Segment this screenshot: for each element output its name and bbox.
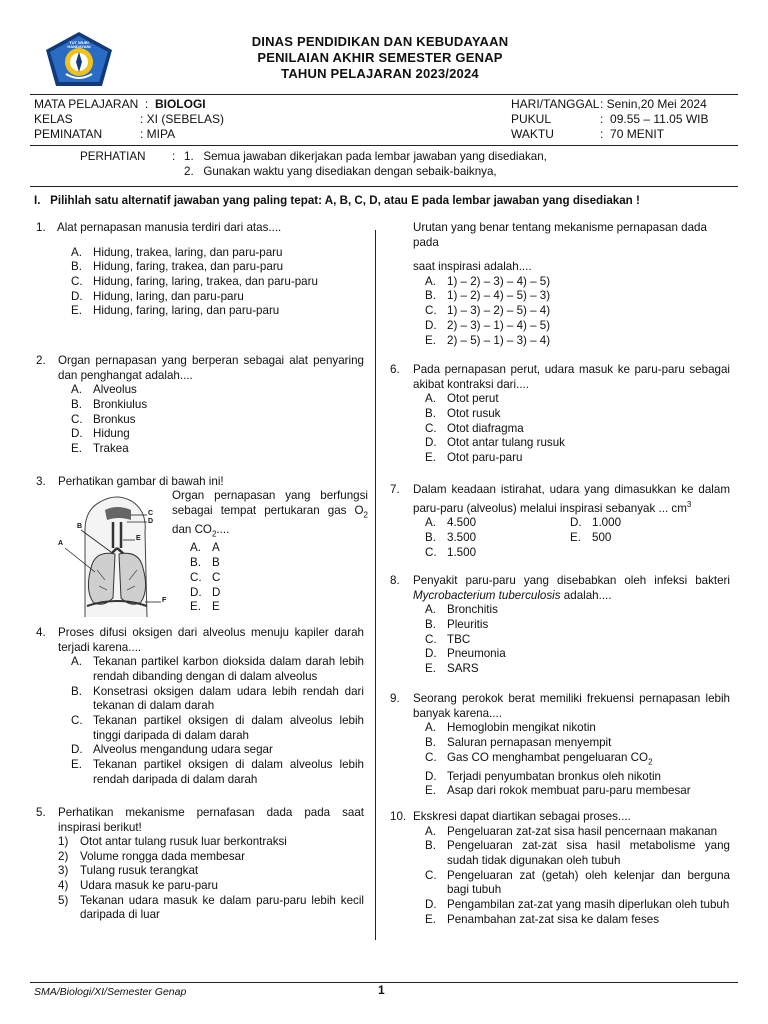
option-letter: A. [425, 392, 436, 406]
question-text-part: adalah.... [563, 588, 612, 602]
option-text: Otot rusuk [447, 406, 501, 420]
option-letter: B. [425, 531, 436, 545]
option-e[interactable] [71, 442, 364, 457]
option-a[interactable] [425, 275, 731, 290]
option-c[interactable] [425, 546, 476, 561]
header-line-1: DINAS PENDIDIKAN DAN KEBUDAYAAN [251, 34, 509, 49]
info-colon: : [141, 97, 152, 111]
steps-list [36, 835, 364, 923]
option-letter: E. [425, 912, 436, 926]
option-b[interactable] [425, 531, 476, 546]
question-text-italic: Mycrobacterium tuberculosis [413, 588, 561, 602]
option-a[interactable] [71, 383, 364, 398]
question-1 [36, 221, 366, 319]
option-text: Gas CO menghambat pengeluaran CO [447, 750, 649, 764]
option-letter: B. [71, 397, 82, 411]
option-a[interactable] [71, 246, 366, 261]
info-subject [34, 97, 206, 112]
option-letter: A. [425, 721, 436, 735]
options-list [36, 655, 364, 787]
option-text: Pengeluaran zat-zat sisa hasil pencernaan makanan [447, 824, 718, 838]
option-text: Pneumonia [447, 647, 506, 661]
info-day-value: Senin,20 Mei 2024 [606, 97, 707, 111]
option-text: Otot diafragma [447, 421, 524, 435]
option-text: 1.000 [592, 516, 622, 530]
option-text: Bronkiulus [93, 397, 148, 411]
section-num: I. [34, 194, 41, 207]
option-letter: C. [71, 412, 83, 426]
question-text-part: .... [216, 522, 230, 536]
superscript: 3 [686, 499, 692, 509]
option-letter: E. [190, 600, 201, 614]
info-colon: : [140, 127, 147, 141]
info-colon: : [600, 97, 607, 111]
question-text-part: Penyakit paru-paru yang disebabkan oleh infeksi bakteri [413, 574, 730, 587]
step-text: Otot antar tulang rusuk luar berkontraksi [80, 835, 287, 849]
option-a[interactable] [71, 655, 364, 684]
options-list [172, 541, 368, 615]
option-letter: D. [425, 318, 437, 332]
option-text: Tekanan partikel oksigen di dalam alveolus lebih tinggi daripada di dalam darah [93, 714, 364, 742]
option-e[interactable] [425, 334, 731, 349]
option-d[interactable] [71, 743, 364, 758]
option-text: Otot antar tulang rusuk [447, 436, 565, 450]
question-2 [36, 354, 364, 457]
step-5 [58, 894, 364, 923]
step-num: 5) [58, 893, 69, 907]
question-number: 9. [390, 692, 400, 705]
option-b[interactable] [71, 398, 364, 413]
step-num: 1) [58, 835, 69, 849]
option-text: Hidung, faring, trakea, dan paru-paru [93, 260, 284, 274]
option-text: Bronchitis [447, 603, 498, 617]
option-text: Otot perut [447, 392, 499, 406]
option-text: TBC [447, 632, 471, 646]
option-letter: E. [425, 662, 436, 675]
option-letter: B. [71, 684, 82, 698]
option-text: 1.500 [447, 546, 477, 560]
option-d[interactable] [425, 647, 730, 662]
option-letter: C. [190, 570, 202, 584]
question-text [172, 489, 368, 541]
notice-divider [30, 186, 738, 187]
option-letter: D. [425, 436, 437, 450]
option-text: 4.500 [447, 516, 477, 530]
option-letter: E. [570, 531, 581, 545]
option-a[interactable] [190, 541, 368, 556]
option-letter: B. [71, 260, 82, 274]
option-text: Pengambilan zat-zat yang masih diperlukan oleh tubuh [447, 898, 730, 912]
option-text: Otot paru-paru [447, 451, 523, 464]
step-text: Tulang rusuk terangkat [80, 864, 199, 878]
option-e[interactable] [425, 662, 730, 677]
option-d[interactable] [190, 586, 368, 601]
info-class-label: KELAS [34, 112, 73, 126]
option-text: 3.500 [447, 531, 477, 545]
option-text: Hidung, faring, laring, dan paru-paru [93, 304, 280, 318]
option-letter: D. [71, 289, 83, 303]
option-letter: D. [190, 585, 202, 599]
option-letter: D. [71, 427, 83, 441]
notice-item-1-text: Semua jawaban dikerjakan pada lembar jawaban yang disediakan, [203, 150, 547, 163]
option-letter: E. [71, 304, 82, 318]
notice-colon: : [172, 150, 176, 163]
option-b[interactable] [425, 289, 731, 304]
footer-text: SMA/Biologi/XI/Semester Genap [34, 986, 187, 998]
option-letter: C. [425, 421, 437, 435]
info-major-value: MIPA [146, 127, 176, 141]
info-subject-label: MATA PELAJARAN [34, 97, 139, 111]
question-text: Alat pernapasan manusia terdiri dari atas.... [57, 221, 282, 234]
option-text: Asap dari rokok membuat paru-paru membesar [447, 784, 691, 798]
info-colon: : [140, 112, 147, 126]
option-text: Hidung [93, 427, 130, 441]
option-e[interactable] [71, 304, 366, 319]
figure-label-a: A [58, 540, 64, 547]
step-text: Udara masuk ke paru-paru [80, 878, 218, 892]
option-text: 2) – 3) – 1) – 4) – 5) [447, 318, 551, 332]
option-letter: A. [425, 274, 436, 288]
question-text: Pada pernapasan perut, udara masuk ke paru-paru sebagai akibat kontraksi dari.... [413, 363, 730, 391]
option-text: Penambahan zat-zat sisa ke dalam feses [447, 912, 660, 926]
option-d[interactable] [570, 516, 621, 531]
notice-item-1 [184, 150, 547, 163]
info-class-value: XI (SEBELAS) [146, 112, 225, 126]
question-text: Perhatikan gambar di bawah ini! [58, 475, 224, 488]
question-text: Perhatikan mekanisme pernafasan dada pada saat inspirasi berikut! [58, 806, 364, 834]
page-number: 1 [378, 983, 385, 997]
option-a[interactable] [425, 392, 730, 407]
question-8 [390, 574, 730, 677]
info-major-value-wrap [140, 127, 175, 142]
info-duration-value-wrap [600, 127, 664, 142]
options-list [36, 383, 364, 457]
question-number: 8. [390, 574, 400, 587]
question-text: Ekskresi dapat diartikan sebagai proses.... [413, 810, 631, 823]
option-text: Bronkus [93, 412, 136, 426]
figure-label-c: C [148, 510, 154, 517]
option-letter: A. [71, 383, 82, 397]
respiratory-figure [55, 490, 175, 618]
info-colon: : [600, 112, 611, 126]
info-colon: : [600, 127, 611, 141]
notice-item-2-num: 2. [184, 165, 194, 178]
info-major-label: PEMINATAN [34, 127, 103, 141]
option-d[interactable] [425, 319, 731, 334]
notice-item-2 [184, 165, 497, 178]
option-c[interactable] [71, 413, 364, 428]
info-day-value-wrap [600, 97, 707, 112]
option-d[interactable] [71, 290, 366, 305]
info-class-value-wrap [140, 112, 224, 127]
option-text: Alveolus mengandung udara segar [93, 743, 273, 757]
step-text: Volume rongga dada membesar [80, 849, 245, 863]
option-c[interactable] [425, 633, 730, 648]
options-list [390, 392, 730, 466]
option-letter: B. [425, 617, 436, 631]
question-text: saat inspirasi adalah.... [413, 260, 532, 274]
question-6 [390, 363, 730, 466]
option-text: 1) – 2) – 3) – 4) – 5) [447, 274, 551, 288]
info-day-label: HARI/TANGGAL [511, 97, 600, 111]
step-num: 3) [58, 864, 69, 878]
option-a[interactable] [425, 516, 476, 531]
option-letter: B. [425, 839, 436, 853]
option-letter: D. [71, 743, 83, 757]
option-b[interactable] [190, 556, 368, 571]
option-text: B [212, 556, 220, 570]
question-text: Proses difusi oksigen dari alveolus menuju kapiler darah terjadi karena.... [58, 626, 364, 654]
info-subject-value: BIOLOGI [154, 97, 206, 111]
option-text: Alveolus [93, 383, 137, 397]
question-number: 10. [390, 810, 407, 823]
option-e[interactable] [425, 913, 730, 928]
question-4 [36, 626, 364, 788]
step-4 [58, 879, 364, 894]
notice-label: PERHATIAN [80, 150, 146, 163]
header-line-3: TAHUN PELAJARAN 2023/2024 [281, 66, 479, 81]
option-text: Trakea [93, 442, 129, 455]
option-b[interactable] [71, 260, 366, 275]
section-text: Pilihlah satu alternatif jawaban yang paling tepat: A, B, C, D, atau E pada lembar jawaban yang disediakan ! [50, 194, 640, 207]
option-text: SARS [447, 662, 479, 675]
option-d[interactable] [425, 436, 730, 451]
figure-label-e: E [136, 535, 141, 542]
option-text: Hidung, laring, dan paru-paru [93, 289, 244, 303]
option-letter: C. [425, 304, 437, 318]
question-5-continued [413, 221, 731, 348]
subscript: 2 [648, 756, 653, 766]
step-1 [58, 835, 364, 850]
options-list [36, 246, 366, 320]
question-5 [36, 806, 364, 923]
option-text: Tekanan partikel karbon dioksida dalam darah lebih rendah dibanding dengan di dalam alveolus [93, 655, 364, 683]
option-text: Pleuritis [447, 617, 489, 631]
question-number: 7. [390, 483, 400, 496]
question-text: Organ pernapasan yang berperan sebagai alat penyaring dan penghangat adalah.... [58, 354, 364, 382]
option-text: Saluran pernapasan menyempit [447, 735, 612, 749]
option-letter: E. [425, 333, 436, 347]
option-text: 500 [592, 531, 612, 545]
option-letter: B. [425, 735, 436, 749]
question-10 [390, 810, 730, 928]
options-list [413, 275, 731, 349]
option-letter: D. [570, 516, 582, 530]
question-text-part: Dalam keadaan istirahat, udara yang dimasukkan ke dalam paru-paru (alveolus) melalui inspirasi sebanyak ... cm [413, 483, 730, 515]
option-letter: E. [71, 442, 82, 455]
option-c[interactable] [190, 571, 368, 586]
option-letter: C. [425, 632, 437, 646]
option-letter: A. [71, 245, 82, 259]
figure-label-f: F [162, 597, 167, 604]
options-grid [390, 516, 730, 562]
option-text: Hemoglobin mengikat nikotin [447, 721, 596, 735]
question-9 [390, 692, 730, 799]
subscript: 2 [211, 528, 217, 538]
option-c[interactable] [425, 304, 731, 319]
notice-item-1-num: 1. [184, 150, 194, 163]
step-2 [58, 850, 364, 865]
question-text-part: Organ pernapasan yang berfungsi sebagai tempat pertukaran gas O [172, 489, 368, 517]
option-letter: C. [425, 868, 437, 882]
question-number: 2. [36, 354, 46, 367]
option-letter: E. [425, 451, 436, 464]
question-7 [390, 483, 730, 562]
option-c[interactable] [425, 422, 730, 437]
option-b[interactable] [425, 839, 730, 868]
option-a[interactable] [425, 721, 730, 736]
info-major [34, 127, 102, 142]
question-number: 1. [36, 221, 46, 234]
question-text: Seorang perokok berat memiliki frekuensi pernapasan lebih banyak karena.... [413, 692, 730, 720]
info-duration-label: WAKTU [511, 127, 554, 141]
option-text: A [212, 541, 220, 555]
question-number: 3. [36, 475, 46, 488]
option-b[interactable] [425, 736, 730, 751]
question-text-part: dan CO [172, 522, 212, 536]
option-text: D [212, 585, 221, 599]
option-letter: B. [425, 289, 436, 303]
option-letter: A. [71, 655, 82, 669]
option-letter: E. [425, 784, 436, 798]
header-line-2: PENILAIAN AKHIR SEMESTER GENAP [257, 50, 503, 65]
logo-text: TUT WURI HANDAYANI [67, 40, 91, 49]
option-text: Pengeluaran zat (getah) oleh kelenjar dan berguna bagi tubuh [447, 868, 730, 897]
option-b[interactable] [71, 685, 364, 714]
header-divider-top [30, 94, 738, 95]
option-d[interactable] [425, 770, 730, 785]
option-a[interactable] [425, 603, 730, 618]
option-letter: C. [71, 275, 83, 288]
option-c[interactable] [425, 869, 730, 898]
option-letter: C. [425, 750, 437, 764]
option-c[interactable] [71, 275, 366, 290]
option-letter: C. [71, 714, 83, 727]
option-b[interactable] [425, 407, 730, 422]
option-letter: D. [425, 647, 437, 661]
column-divider [375, 230, 376, 940]
option-d[interactable] [71, 427, 364, 442]
option-letter: D. [425, 898, 437, 912]
option-text: Tekanan partikel oksigen di dalam alveolus lebih rendah daripada di dalam darah [93, 758, 364, 786]
question-number: 5. [36, 806, 46, 819]
info-time-label: PUKUL [511, 112, 552, 126]
option-text: Hidung, trakea, laring, dan paru-paru [93, 245, 283, 259]
step-text: Tekanan udara masuk ke dalam paru-paru lebih kecil daripada di luar [80, 893, 364, 922]
step-num: 4) [58, 878, 69, 892]
section-title [34, 194, 640, 207]
option-text: C [212, 570, 221, 584]
option-letter: C. [425, 546, 437, 560]
question-3 [36, 475, 366, 490]
option-e[interactable] [570, 531, 611, 546]
figure-label-b: B [77, 523, 83, 530]
question-text [390, 483, 730, 516]
notice-item-2-text: Gunakan waktu yang disediakan dengan sebaik-baiknya, [203, 165, 497, 178]
option-letter: D. [425, 769, 437, 783]
option-text: Konsetrasi oksigen dalam udara lebih rendah dari tekanan di dalam darah [93, 684, 364, 713]
option-letter: B. [190, 556, 201, 570]
options-list [390, 825, 730, 928]
option-text: E [212, 600, 220, 614]
option-letter: B. [425, 406, 436, 420]
option-letter: A. [425, 824, 436, 838]
option-a[interactable] [425, 825, 730, 840]
option-text: Hidung, faring, laring, trakea, dan paru-paru [93, 275, 318, 288]
options-list [390, 603, 730, 677]
question-3-side-text [172, 489, 368, 615]
institution-logo [44, 30, 114, 88]
question-number: 6. [390, 363, 400, 376]
option-c[interactable] [425, 751, 730, 770]
figure-label-d: D [148, 518, 154, 525]
option-e[interactable] [425, 451, 730, 466]
step-num: 2) [58, 849, 69, 863]
option-text: 2) – 5) – 1) – 3) – 4) [447, 333, 551, 347]
option-text: 1) – 3) – 2) – 5) – 4) [447, 304, 551, 318]
info-time-value-wrap [600, 112, 709, 127]
option-b[interactable] [425, 618, 730, 633]
option-letter: A. [425, 516, 436, 530]
question-number: 4. [36, 626, 46, 639]
subscript: 2 [363, 509, 368, 519]
option-e[interactable] [425, 784, 730, 799]
option-letter: A. [425, 603, 436, 617]
header-divider-bottom [30, 145, 738, 146]
info-duration-value: 70 MENIT [610, 127, 665, 141]
option-e[interactable] [71, 758, 364, 787]
option-letter: E. [71, 758, 82, 772]
option-c[interactable] [71, 714, 364, 743]
option-text: Terjadi penyumbatan bronkus oleh nikotin [447, 769, 661, 783]
option-text: 1) – 2) – 4) – 5) – 3) [447, 289, 551, 303]
option-text: Pengeluaran zat-zat sisa hasil metabolisme yang sudah tidak digunakan oleh tubuh [447, 839, 730, 867]
options-list [390, 721, 730, 799]
info-time-value: 09.55 – 11.05 WIB [610, 112, 709, 126]
option-d[interactable] [425, 898, 730, 913]
step-3 [58, 864, 364, 879]
question-text [390, 574, 730, 603]
option-e[interactable] [190, 600, 368, 615]
question-text: Urutan yang benar tentang mekanisme pernapasan dada pada [413, 221, 707, 249]
option-letter: A. [190, 541, 201, 555]
info-class [34, 112, 73, 127]
